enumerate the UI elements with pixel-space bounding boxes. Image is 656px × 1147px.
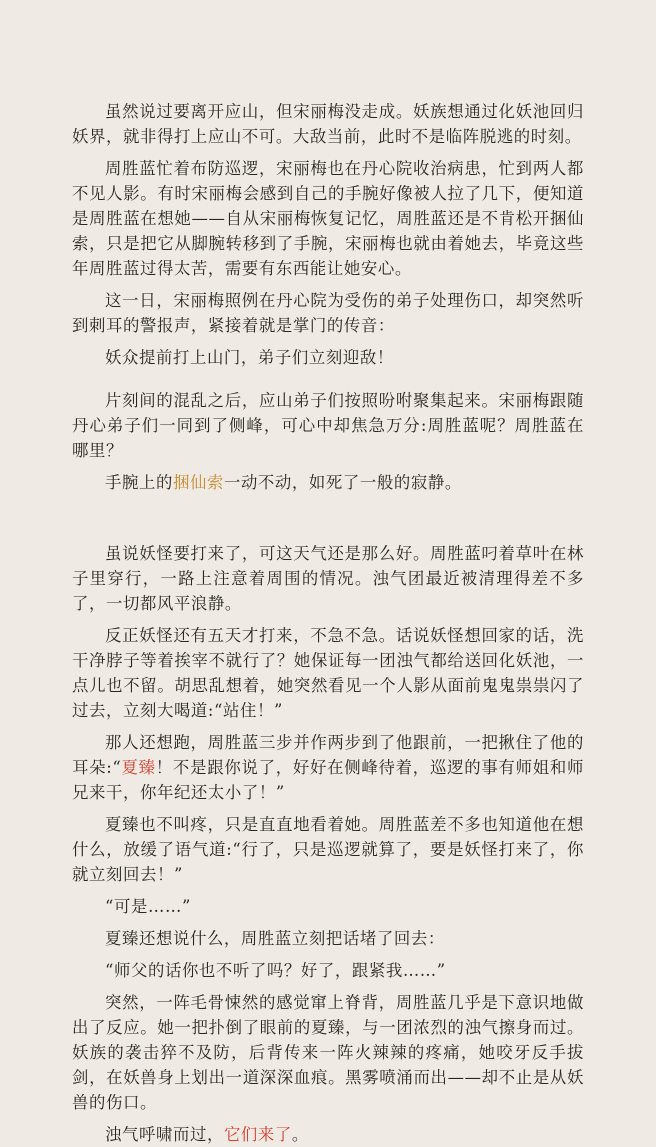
- section-1: [72, 99, 584, 370]
- paragraph: 虽然说过要离开应山，但宋丽梅没走成。妖族想通过化妖池回归妖界，就非得打上应山不可。大敌当前，此时不是临阵脱逃的时刻。: [72, 102, 584, 146]
- text-run: 那人还想跑，周胜蓝三步并作两步到了他跟前，一把揪住了他的耳朵:“: [72, 733, 584, 777]
- highlighted-name: 夏臻: [121, 758, 156, 777]
- paragraph: 夏臻也不叫疼，只是直直地看着她。周胜蓝差不多也知道他在想什么，放缓了语气道:“行了，只是巡逻就算了，要是妖怪打来了，你就立刻回去！”: [72, 815, 584, 884]
- paragraph: 反正妖怪还有五天才打来，不急不急。话说妖怪想回家的话，洗干净脖子等着挨宰不就行了？她保证每一团浊气都给送回化妖池，一点儿也不留。胡思乱想着，她突然看见一个人影从面前鬼鬼祟祟闪了过去，立刻大喝道:“站住！”: [72, 626, 584, 720]
- paragraph: “可是……”: [105, 897, 191, 916]
- text-run: 浊气呼啸而过，: [105, 1125, 224, 1144]
- text-run: 。: [291, 1125, 309, 1144]
- paragraph: 夏臻还想说什么，周胜蓝立刻把话堵了回去：: [105, 929, 445, 948]
- paragraph: [72, 730, 584, 805]
- paragraph: 虽说妖怪要打来了，可这天气还是那么好。周胜蓝叼着草叶在林子里穿行，一路上注意着周围的情况。浊气团最近被清理得差不多了，一切都风平浪静。: [72, 544, 584, 613]
- paragraph: 突然，一阵毛骨悚然的感觉窜上脊背，周胜蓝几乎是下意识地做出了反应。她一把扑倒了眼前的夏臻，与一团浓烈的浊气擦身而过。妖族的袭击猝不及防，后背传来一阵火辣辣的疼痛，她咬牙反手拔剑，在妖兽身上划出一道深深血痕。黑雾喷涌而出——却不止是从妖兽的伤口。: [72, 993, 584, 1112]
- text-run: 一动不动，如死了一般的寂静。: [223, 473, 462, 492]
- paragraph: 妖众提前打上山门，弟子们立刻迎敌！: [105, 348, 394, 367]
- section-3: [72, 541, 584, 1147]
- text-run: ！不是跟你说了，好好在侧峰待着，巡逻的事有师姐和师兄来干，你年纪还太小了！”: [72, 758, 585, 802]
- paragraph: [72, 1122, 584, 1147]
- paragraph: “师父的话你也不听了吗？好了，跟紧我……”: [105, 961, 446, 980]
- text-run: 手腕上的: [105, 473, 173, 492]
- section-2: [72, 388, 584, 495]
- section-break: [72, 370, 584, 388]
- paragraph: 片刻间的混乱之后，应山弟子们按照吩咐聚集起来。宋丽梅跟随丹心弟子们一同到了侧峰，可心中却焦急万分:周胜蓝呢？周胜蓝在哪里？: [72, 391, 584, 460]
- paragraph: 周胜蓝忙着布防巡逻，宋丽梅也在丹心院收治病患，忙到两人都不见人影。有时宋丽梅会感到自己的手腕好像被人拉了几下，便知道是周胜蓝在想她——自从宋丽梅恢复记忆，周胜蓝还是不肯松开捆仙索，只是把它从脚腕转移到了手腕，宋丽梅也就由着她去，毕竟这些年周胜蓝过得太苦，需要有东西能让她安心。: [72, 159, 584, 278]
- highlighted-phrase: 它们来了: [223, 1125, 292, 1144]
- paragraph: [72, 470, 584, 495]
- section-break: [72, 495, 584, 541]
- highlighted-term: 捆仙索: [172, 473, 224, 492]
- paragraph: 这一日，宋丽梅照例在丹心院为受伤的弟子处理伤口，却突然听到刺耳的警报声，紧接着就是掌门的传音：: [72, 291, 584, 335]
